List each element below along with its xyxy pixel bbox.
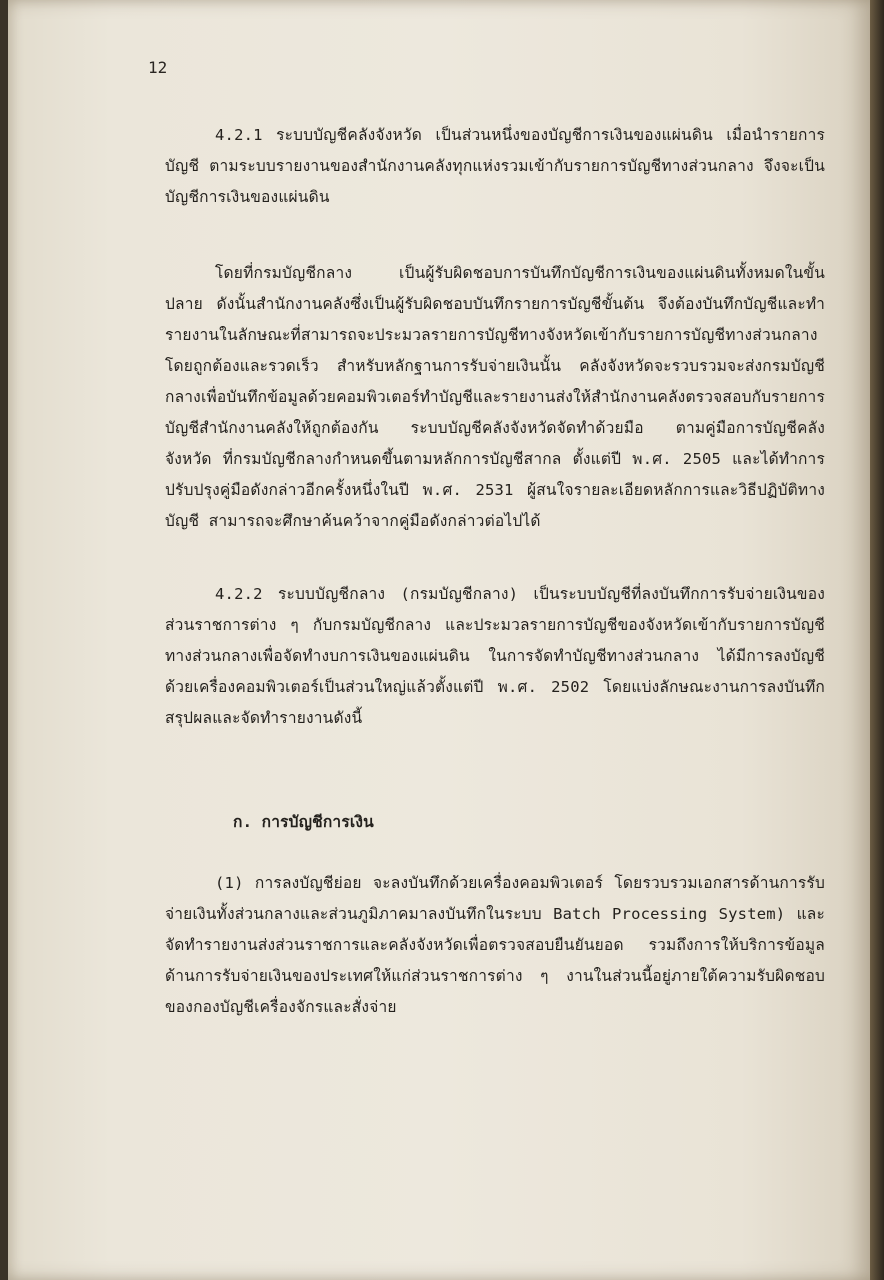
book-edge xyxy=(870,0,884,1280)
sub-paragraph-1: (1) การลงบัญชีย่อย จะลงบันทึกด้วยเครื่องคอมพิวเตอร์ โดยรวบรวมเอกสารด้านการรับจ่ายเงินทั้งส่วนกลางและส่วนภูมิภาคมาลงบันทึกในระบบ Batch Processing System) และจัดทำรายงานส่งส่วนราชการและคลังจังหวัดเพื่อตรวจสอบยืนยันยอด รวมถึงการให้บริการข้อมูลด้านการรับจ่ายเงินของประเทศให้แก่ส่วนราชการต่าง ๆ งานในส่วนนี้อยู่ภายใต้ความรับผิดชอบของกองบัญชีเครื่องจักรและสั่งจ่าย xyxy=(165,874,825,1016)
document-page xyxy=(8,0,870,1280)
paragraph-central-accounting: โดยที่กรมบัญชีกลาง เป็นผู้รับผิดชอบการบันทึกบัญชีการเงินของแผ่นดินทั้งหมดในขั้นปลาย ดังนั้นสำนักงานคลังซึ่งเป็นผู้รับผิดชอบบันทึกรายการบัญชีขั้นต้น จึงต้องบันทึกบัญชีและทำรายงานในลักษณะที่สามารถจะประมวลรายการบัญชีทางจังหวัดเข้ากับรายการบัญชีทางส่วนกลางโดยถูกต้องและรวดเร็ว สำหรับหลักฐานการรับจ่ายเงินนั้น คลังจังหวัดจะรวบรวมจะส่งกรมบัญชีกลางเพื่อบันทึกข้อมูลด้วยคอมพิวเตอร์ทำบัญชีและรายงานส่งให้สำนักงานคลังตรวจสอบกับรายการบัญชีสำนักงานคลังให้ถูกต้องกัน ระบบบัญชีคลังจังหวัดจัดทำด้วยมือ ตามคู่มือการบัญชีคลังจังหวัด ที่กรมบัญชีกลางกำหนดขึ้นตามหลักการบัญชีสากล ตั้งแต่ปี พ.ศ. 2505 และได้ทำการปรับปรุงคู่มือดังกล่าวอีกครั้งหนึ่งในปี พ.ศ. 2531 ผู้สนใจรายละเอียดหลักการและวิธีปฏิบัติทางบัญชี สามารถจะศึกษาค้นคว้าจากคู่มือดังกล่าวต่อไปได้ xyxy=(165,264,825,530)
document-body xyxy=(165,120,825,1023)
page-number: 12 xyxy=(148,58,168,77)
section-heading: ก. การบัญชีการเงิน xyxy=(233,813,374,831)
paragraph-4-2-2: 4.2.2 ระบบบัญชีกลาง (กรมบัญชีกลาง) เป็นระบบบัญชีที่ลงบันทึกการรับจ่ายเงินของส่วนราชการต่าง ๆ กับกรมบัญชีกลาง และประมวลรายการบัญชีของจังหวัดเข้ากับรายการบัญชีทางส่วนกลางเพื่อจัดทำงบการเงินของแผ่นดิน ในการจัดทำบัญชีทางส่วนกลาง ได้มีการลงบัญชีด้วยเครื่องคอมพิวเตอร์เป็นส่วนใหญ่แล้วตั้งแต่ปี พ.ศ. 2502 โดยแบ่งลักษณะงานการลงบันทึกสรุปผลและจัดทำรายงานดังนี้ xyxy=(165,585,825,727)
paragraph-4-2-1: 4.2.1 ระบบบัญชีคลังจังหวัด เป็นส่วนหนึ่งของบัญชีการเงินของแผ่นดิน เมื่อนำรายการบัญชี ตามระบบรายงานของสำนักงานคลังทุกแห่งรวมเข้ากับรายการบัญชีทางส่วนกลาง จึงจะเป็นบัญชีการเงินของแผ่นดิน xyxy=(165,126,825,206)
